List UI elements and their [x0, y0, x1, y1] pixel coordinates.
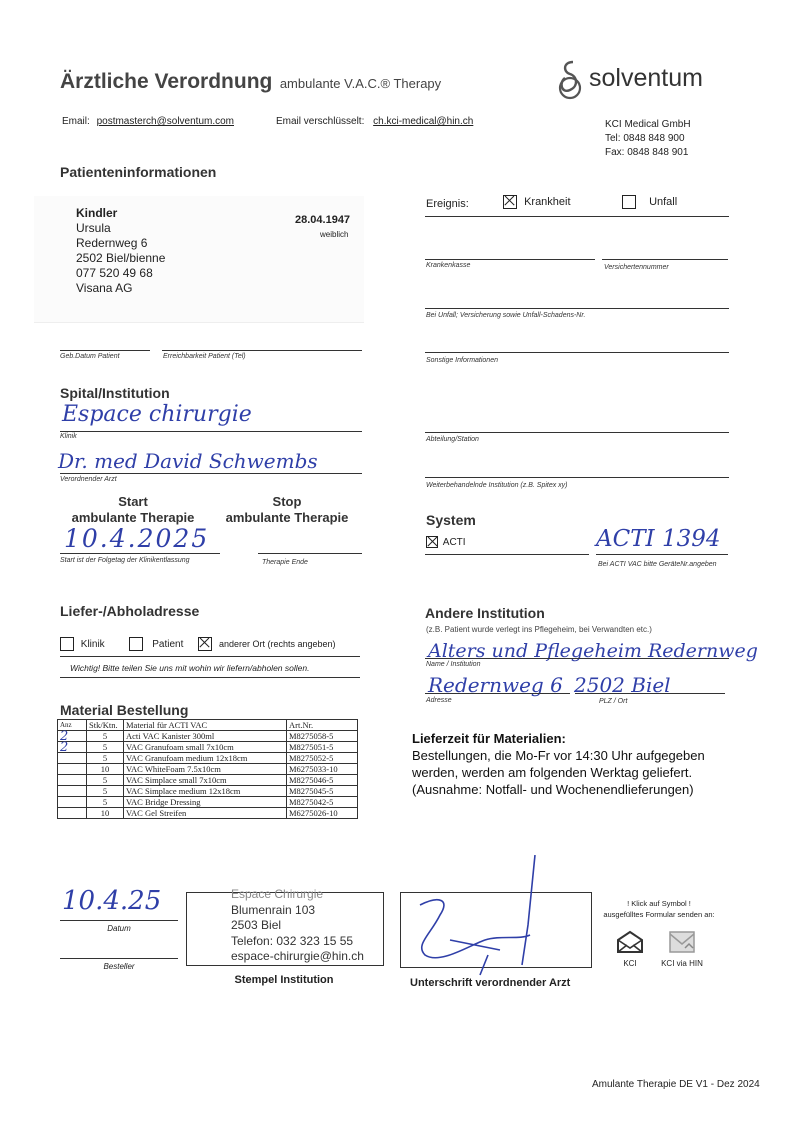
phone-label: Erreichbarkeit Patient (Tel): [163, 353, 246, 360]
row-anz[interactable]: [58, 808, 87, 819]
kk-label: Krankenkasse: [426, 262, 471, 269]
row-artnr: M8275051-5: [287, 742, 358, 753]
table-row: [58, 775, 358, 786]
send-line-1: ! Klick auf Symbol !: [627, 899, 691, 908]
start-line: [60, 553, 220, 554]
row-anz[interactable]: [58, 786, 87, 797]
patient-checkbox[interactable]: [129, 637, 143, 651]
patient-dob: 28.04.1947: [295, 214, 351, 226]
anderer-ort-label: anderer Ort (rechts angeben): [218, 638, 336, 649]
andere-plz-label: PLZ / Ort: [599, 698, 628, 705]
table-row: [58, 764, 358, 775]
event-unfall[interactable]: [622, 195, 677, 209]
system-value-line: [596, 554, 728, 555]
acti-label: ACTI: [442, 536, 466, 548]
send-kci-label: KCI: [623, 959, 637, 968]
table-row: [58, 808, 358, 819]
patient-surname: Kindler: [76, 206, 118, 220]
row-artnr: M6275026-10: [287, 808, 358, 819]
andere-plz-value[interactable]: 2502 Biel: [574, 673, 671, 697]
klinik-option-label: Klinik: [80, 638, 105, 650]
krankheit-label: Krankheit: [524, 195, 571, 208]
row-anz[interactable]: [58, 775, 87, 786]
unfall-label: Unfall: [649, 195, 678, 208]
col-anz: Anz: [58, 720, 87, 731]
envelope-icon: [615, 930, 645, 954]
acti-checkbox[interactable]: [426, 536, 438, 548]
patient-sex: weiblich: [320, 230, 349, 239]
stop-heading-l2: ambulante Therapie: [225, 510, 349, 525]
andere-name-value[interactable]: Alters und Pflegeheim Redernweg: [428, 640, 758, 662]
system-heading: System: [426, 512, 476, 528]
patient-heading: Patienteninformationen: [60, 164, 217, 180]
patient-option-label: Patient: [152, 638, 184, 650]
dob-line: [60, 350, 150, 351]
stop-heading: [214, 494, 360, 526]
col-artnr: Art.Nr.: [287, 720, 358, 731]
stamp-line-3: 2503 Biel: [231, 918, 282, 932]
system-line: [425, 554, 589, 555]
arzt-label: Verordnender Arzt: [60, 476, 117, 483]
event-krankheit[interactable]: [503, 195, 571, 209]
lieferzeit-line-3: (Ausnahme: Notfall- und Wochenendlieferungen): [412, 782, 694, 797]
email-row: [62, 116, 234, 127]
patient-street: Redernweg 6: [76, 236, 148, 250]
brand-name: solventum: [589, 64, 703, 92]
klinik-checkbox[interactable]: [60, 637, 74, 651]
klinik-value[interactable]: Espace chirurgie: [62, 402, 252, 427]
unfall-checkbox[interactable]: [622, 195, 636, 209]
liefer-line: [60, 656, 360, 657]
row-anz[interactable]: 2: [58, 742, 87, 753]
material-table: [57, 719, 358, 819]
patient-phone: 077 520 49 68: [76, 266, 153, 280]
stop-heading-l1: Stop: [272, 494, 302, 509]
company-tel: Tel: 0848 848 900: [605, 133, 685, 144]
andere-addr-value[interactable]: Redernweg 6: [428, 673, 563, 697]
row-anz[interactable]: [58, 797, 87, 808]
abteilung-label: Abteilung/Station: [426, 436, 479, 443]
start-date-value[interactable]: 10.4.2025: [64, 524, 210, 553]
row-stk: 10: [87, 808, 124, 819]
andere-addr-line: [425, 693, 570, 694]
datum-label: Datum: [107, 924, 131, 933]
table-row: [58, 753, 358, 764]
besteller-label: Besteller: [103, 962, 135, 971]
lieferzeit-line-2: werden, werden am folgenden Werktag geliefert.: [412, 765, 693, 780]
patient-insurer: Visana AG: [76, 281, 133, 295]
stamp-line-1: Espace Chirurgie: [231, 887, 324, 901]
signature-label: Unterschrift verordnender Arzt: [410, 977, 571, 989]
arzt-value[interactable]: Dr. med David Schwembs: [58, 449, 318, 473]
email-enc-row: [276, 116, 473, 127]
row-artnr: M6275033-10: [287, 764, 358, 775]
hin-mail-icon: [667, 930, 697, 954]
unfall-line: [425, 308, 729, 309]
kk-line: [425, 259, 595, 260]
liefer-note: Wichtig! Bitte teilen Sie uns mit wohin wir liefern/abholen sollen.: [70, 663, 310, 673]
row-stk: 5: [87, 731, 124, 742]
andere-plz-line: [575, 693, 725, 694]
end-label: Therapie Ende: [262, 559, 308, 566]
row-artnr: M8275052-5: [287, 753, 358, 764]
row-anz[interactable]: [58, 764, 87, 775]
start-heading: [60, 494, 206, 526]
abteilung-line: [425, 432, 729, 433]
event-line: [425, 216, 729, 217]
weiter-line: [425, 477, 729, 478]
krankheit-checkbox[interactable]: [503, 195, 517, 209]
patient-firstname: Ursula: [76, 221, 111, 235]
send-instructions: [600, 898, 718, 920]
stamp-line-2: Blumenrain 103: [231, 902, 316, 917]
material-heading: Material Bestellung: [60, 702, 189, 718]
lieferzeit-block: [412, 730, 705, 798]
stamp-text: [231, 887, 364, 965]
row-material: VAC Granufoam medium 12x18cm: [124, 753, 287, 764]
row-material: VAC Gel Streifen: [124, 808, 287, 819]
system-value[interactable]: ACTI 1394: [596, 526, 721, 552]
end-line: [258, 553, 362, 554]
material-header-row: [58, 720, 358, 731]
start-heading-l1: Start: [118, 494, 148, 509]
vn-label: Versichertennummer: [604, 264, 669, 271]
stamp-line-5: espace-chirurgie@hin.ch: [231, 949, 364, 963]
row-stk: 5: [87, 742, 124, 753]
dob-label: Geb.Datum Patient: [60, 353, 120, 360]
email-enc-label: Email verschlüsselt:: [276, 116, 365, 127]
row-material: Acti VAC Kanister 300ml: [124, 731, 287, 742]
row-material: VAC Simplace small 7x10cm: [124, 775, 287, 786]
sonst-line: [425, 352, 729, 353]
event-label: Ereignis:: [426, 198, 469, 210]
liefer-heading: Liefer-/Abholadresse: [60, 603, 200, 619]
email-link[interactable]: postmasterch@solventum.com: [96, 116, 234, 127]
email-enc-link[interactable]: ch.kci-medical@hin.ch: [373, 116, 474, 127]
row-material: VAC Granufoam small 7x10cm: [124, 742, 287, 753]
table-row: [58, 786, 358, 797]
row-stk: 10: [87, 764, 124, 775]
andere-name-line: [425, 658, 729, 659]
patient-address-block: [76, 206, 165, 296]
col-material: Material für ACTI VAC: [124, 720, 287, 731]
solventum-logo-icon: [555, 58, 585, 102]
arzt-line: [60, 473, 362, 474]
andere-heading: Andere Institution: [425, 605, 545, 621]
row-stk: 5: [87, 797, 124, 808]
anderer-ort-checkbox[interactable]: [198, 637, 212, 651]
send-kci-button[interactable]: [614, 930, 646, 968]
phone-line: [162, 350, 362, 351]
signature-scribble: [410, 855, 570, 985]
form-subtitle: ambulante V.A.C.® Therapy: [279, 76, 442, 91]
email-label: Email:: [62, 116, 90, 127]
sonst-label: Sonstige Informationen: [426, 357, 498, 364]
row-artnr: M8275058-5: [287, 731, 358, 742]
stempel-label: Stempel Institution: [234, 974, 334, 986]
lieferzeit-line-1: Bestellungen, die Mo-Fr vor 14:30 Uhr aufgegeben: [412, 748, 705, 763]
form-title: Ärztliche Verordnung: [60, 70, 273, 93]
datum-value[interactable]: 10.4.25: [62, 886, 162, 916]
row-anz[interactable]: 2: [58, 731, 87, 742]
row-material: VAC Simplace medium 12x18cm: [124, 786, 287, 797]
table-row: [58, 797, 358, 808]
form-title-row: [60, 70, 441, 94]
andere-addr-label: Adresse: [426, 697, 452, 704]
row-stk: 5: [87, 786, 124, 797]
company-info: [605, 118, 691, 160]
row-artnr: M8275046-5: [287, 775, 358, 786]
row-artnr: M8275042-5: [287, 797, 358, 808]
row-material: VAC Bridge Dressing: [124, 797, 287, 808]
row-artnr: M8275045-5: [287, 786, 358, 797]
klinik-line: [60, 431, 362, 432]
row-stk: 5: [87, 775, 124, 786]
liefer-line-2: [60, 677, 360, 678]
system-label: Bei ACTI VAC bitte GeräteNr.angeben: [598, 561, 717, 568]
company-name: KCI Medical GmbH: [605, 119, 691, 130]
start-label: Start ist der Folgetag der Klinikentlassung: [60, 557, 190, 564]
unfall-info-label: Bei Unfall; Versicherung sowie Unfall-Schadens-Nr.: [426, 312, 586, 319]
liefer-options: [60, 637, 336, 651]
besteller-line: [60, 958, 178, 959]
start-heading-l2: ambulante Therapie: [71, 510, 195, 525]
andere-sub: (z.B. Patient wurde verlegt ins Pflegeheim, bei Verwandten etc.): [426, 625, 652, 634]
patient-city: 2502 Biel/bienne: [76, 251, 166, 265]
table-row: [58, 742, 358, 753]
send-kci-hin-button[interactable]: [660, 930, 704, 968]
lieferzeit-title: Lieferzeit für Materialien:: [412, 731, 566, 746]
klinik-label: Klinik: [60, 433, 77, 440]
stamp-line-4: Telefon: 032 323 15 55: [231, 933, 354, 948]
datum-line: [60, 920, 178, 921]
vn-line: [602, 259, 728, 260]
weiter-label: Weiterbehandelnde Institution (z.B. Spitex xy): [426, 482, 568, 489]
table-row: [58, 731, 358, 742]
send-line-2: ausgefülltes Formular senden an:: [603, 910, 715, 919]
acti-option[interactable]: [426, 536, 466, 548]
send-kci-hin-label: KCI via HIN: [661, 959, 703, 968]
company-fax: Fax: 0848 848 901: [605, 147, 689, 158]
row-material: VAC WhiteFoam 7.5x10cm: [124, 764, 287, 775]
row-stk: 5: [87, 753, 124, 764]
andere-name-label: Name / Institution: [426, 661, 481, 668]
version-label: Amulante Therapie DE V1 - Dez 2024: [592, 1079, 760, 1090]
spital-heading: Spital/Institution: [60, 385, 170, 401]
col-stk: Stk/Ktn.: [87, 720, 124, 731]
